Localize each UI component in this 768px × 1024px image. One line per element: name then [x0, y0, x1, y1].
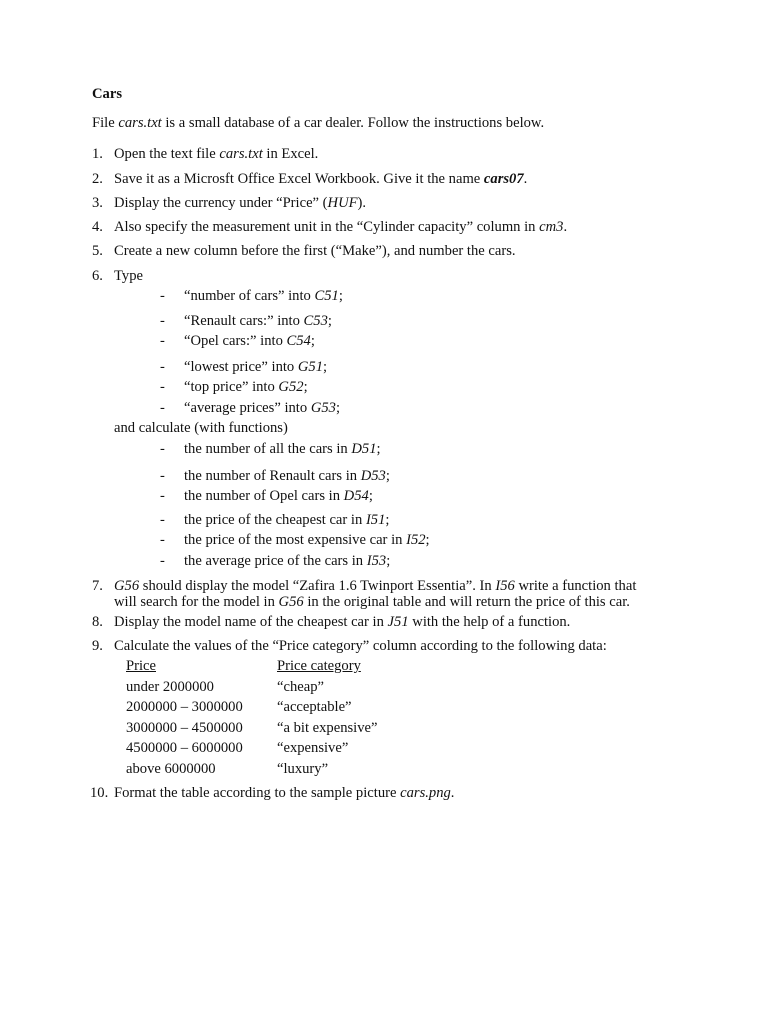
cell-ref: D51	[351, 441, 377, 457]
table-header-price: Price	[126, 658, 156, 674]
type-item-end: ;	[327, 313, 332, 329]
step-1-number: 1.	[92, 146, 103, 162]
cell-ref: C51	[314, 288, 339, 304]
list-bullet: -	[160, 512, 165, 528]
intro-filename: cars.txt	[118, 115, 162, 131]
step-10-text	[114, 784, 454, 802]
step-2-number: 2.	[92, 171, 103, 187]
list-bullet: -	[160, 468, 165, 484]
cell-ref: D54	[343, 488, 369, 504]
list-bullet: -	[160, 441, 165, 457]
step-3-post: ).	[357, 195, 367, 211]
step-10-number: 10.	[90, 785, 109, 801]
type-item	[184, 358, 327, 376]
step-1-filename: cars.txt	[219, 146, 263, 162]
type-item-end: ;	[323, 359, 328, 375]
calc-item	[184, 552, 390, 570]
table-cell-category: “luxury”	[277, 761, 329, 777]
cell-ref: G56	[114, 578, 140, 594]
intro-text-end: is a small database of a car dealer. Follow the instructions below.	[161, 115, 545, 131]
step-1-pre: Open the text file	[114, 146, 220, 162]
cell-ref: D53	[360, 468, 386, 484]
calculate-intro: and calculate (with functions)	[114, 420, 288, 436]
step-9-number: 9.	[92, 638, 103, 654]
type-item	[184, 312, 332, 330]
calc-item-text: the number of Renault cars in	[184, 468, 361, 484]
step-7-line-2	[114, 593, 630, 611]
type-item-text: “Opel cars:” into	[184, 333, 287, 349]
cell-ref: C54	[286, 333, 311, 349]
calc-item-end: ;	[385, 468, 390, 484]
calc-item	[184, 467, 390, 485]
list-bullet: -	[160, 379, 165, 395]
step-2-text	[114, 170, 527, 188]
type-item-text: “Renault cars:” into	[184, 313, 304, 329]
step-8-post: with the help of a function.	[408, 614, 571, 630]
step-3-currency: HUF	[327, 195, 358, 211]
list-bullet: -	[160, 532, 165, 548]
calc-item	[184, 440, 381, 458]
calc-item-text: the price of the most expensive car in	[184, 532, 407, 548]
type-item	[184, 332, 315, 350]
step-7-mid: should display the model “Zafira 1.6 Twinport Essentia”. In	[139, 578, 496, 594]
intro-paragraph	[92, 114, 544, 132]
type-item-text: “top price” into	[184, 379, 279, 395]
list-bullet: -	[160, 288, 165, 304]
step-8-text	[114, 613, 570, 631]
type-item	[184, 399, 340, 417]
calc-item	[184, 531, 430, 549]
step-4-number: 4.	[92, 219, 103, 235]
step-7-post: write a function that	[514, 578, 637, 594]
step-7-number: 7.	[92, 578, 103, 594]
table-cell-price: 4500000 – 6000000	[126, 740, 243, 756]
type-item-end: ;	[303, 379, 308, 395]
type-item	[184, 287, 343, 305]
cell-ref: G51	[297, 359, 324, 375]
type-item-text: “number of cars” into	[184, 288, 315, 304]
document-title: Cars	[92, 86, 122, 102]
step-6-text: Type	[114, 268, 143, 284]
type-item	[184, 378, 308, 396]
list-bullet: -	[160, 400, 165, 416]
cell-ref: I52	[406, 532, 426, 548]
calc-item-end: ;	[368, 488, 373, 504]
cell-ref: C53	[303, 313, 328, 329]
calc-item-text: the number of all the cars in	[184, 441, 352, 457]
table-cell-price: 2000000 – 3000000	[126, 699, 243, 715]
list-bullet: -	[160, 553, 165, 569]
type-item-text: “lowest price” into	[184, 359, 298, 375]
cell-ref: G53	[310, 400, 336, 416]
calc-item-end: ;	[385, 512, 390, 528]
calc-item-text: the number of Opel cars in	[184, 488, 344, 504]
calc-item-end: ;	[376, 441, 381, 457]
calc-item-end: ;	[425, 532, 430, 548]
step-8-number: 8.	[92, 614, 103, 630]
type-item-end: ;	[338, 288, 343, 304]
list-bullet: -	[160, 313, 165, 329]
table-header-category: Price category	[277, 658, 361, 674]
type-item-end: ;	[310, 333, 315, 349]
table-cell-category: “expensive”	[277, 740, 349, 756]
step-10-post: .	[450, 785, 455, 801]
cell-ref: J51	[387, 614, 409, 630]
step-4-text	[114, 218, 567, 236]
calc-item-text: the average price of the cars in	[184, 553, 367, 569]
intro-text: File	[92, 115, 119, 131]
step-6-number: 6.	[92, 268, 103, 284]
step-4-pre: Also specify the measurement unit in the “Cylinder capacity” column in	[114, 219, 540, 235]
step-3-number: 3.	[92, 195, 103, 211]
list-bullet: -	[160, 488, 165, 504]
step-3-pre: Display the currency under “Price” (	[114, 195, 328, 211]
calc-item	[184, 511, 389, 529]
calc-item	[184, 487, 373, 505]
cell-ref: G52	[278, 379, 304, 395]
cell-ref: I53	[366, 553, 387, 569]
table-cell-price: under 2000000	[126, 679, 214, 695]
type-item-text: “average prices” into	[184, 400, 311, 416]
type-item-end: ;	[335, 400, 341, 416]
step-2-workbook-name: cars07	[483, 171, 524, 187]
cell-ref: I56	[495, 578, 515, 594]
step-5-text: Create a new column before the first (“Make”), and number the cars.	[114, 243, 516, 259]
step-1-text	[114, 145, 318, 163]
step-2-pre: Save it as a Microsft Office Excel Workbook. Give it the name	[114, 171, 484, 187]
calc-item-text: the price of the cheapest car in	[184, 512, 366, 528]
step-1-post: in Excel.	[262, 146, 319, 162]
step-4-post: .	[563, 219, 568, 235]
table-cell-price: 3000000 – 4500000	[126, 720, 243, 736]
step-3-text	[114, 194, 366, 212]
calc-item-end: ;	[386, 553, 391, 569]
list-bullet: -	[160, 359, 165, 375]
cell-ref: I51	[365, 512, 386, 528]
step-9-text: Calculate the values of the “Price category” column according to the following data:	[114, 638, 607, 654]
step-10-pre: Format the table according to the sample picture	[114, 785, 401, 801]
table-cell-category: “cheap”	[277, 679, 324, 695]
list-bullet: -	[160, 333, 165, 349]
step-10-filename: cars.png	[400, 785, 451, 801]
table-cell-price: above 6000000	[126, 761, 216, 777]
step-5-number: 5.	[92, 243, 103, 259]
step-2-post: .	[523, 171, 528, 187]
cell-ref: G56	[278, 594, 304, 610]
step-7-line-2-pre: will search for the model in	[114, 594, 279, 610]
step-8-pre: Display the model name of the cheapest car in	[114, 614, 388, 630]
table-cell-category: “a bit expensive”	[277, 720, 378, 736]
table-cell-category: “acceptable”	[277, 699, 352, 715]
step-4-unit: cm3	[539, 219, 564, 235]
step-7-line-2-post: in the original table and will return the price of this car.	[303, 594, 630, 610]
